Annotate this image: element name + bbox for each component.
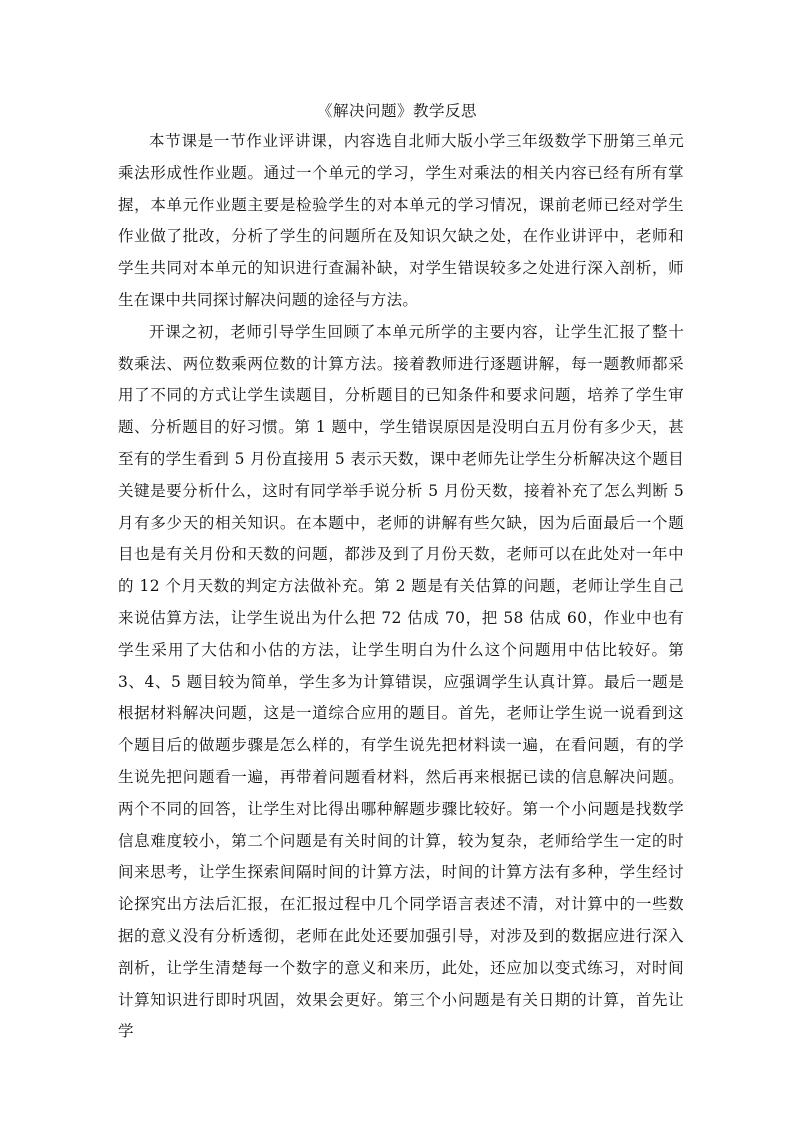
paragraph-lesson-process: 开课之初，老师引导学生回顾了本单元所学的主要内容，让学生汇报了整十数乘法、两位数乘两位数的计算方法。接着教师进行逐题讲解，每一题教师都采用了不同的方式让学生读题目，分析题目的已知条件和要求问题，培养了学生审题、分析题目的好习惯。第 1 题中，学生错误原因是没明白五月份有多少天，甚至有的学生看到 5 月份直接用 5 表示天数，课中老师先让学生分析解决这个题目关键是要分析什么，这时有同学举手说分析 5 月份天数，接着补充了怎么判断 5 月有多少天的相关知识。在本题中，老师的讲解有些欠缺，因为后面最后一个题目也是有关月份和天数的问题，都涉及到了月份天数，老师可以在此处对一年中的 12 个月天数的判定方法做补充。第 2 题是有关估算的问题，老师让学生自己来说估算方法，让学生说出为什么把 72 估成 70，把 58 估成 60，作业中也有学生采用了大估和小估的方法，让学生明白为什么这个问题用中估比较好。第 3、4、5 题目较为简单，学生多为计算错误，应强调学生认真计算。最后一题是根据材料解决问题，这是一道综合应用的题目。首先，老师让学生说一说看到这个题目后的做题步骤是怎么样的，有学生说先把材料读一遍，在看问题，有的学生说先把问题看一遍，再带着问题看材料，然后再来根据已读的信息解决问题。两个不同的回答，让学生对比得出哪种解题步骤比较好。第一个小问题是找数学信息难度较小，第二个问题是有关时间的计算，较为复杂，老师给学生一定的时间来思考，让学生探索间隔时间的计算方法，时间的计算方法有多种，学生经讨论探究出方法后汇报，在汇报过程中几个同学语言表述不清，对计算中的一些数据的意义没有分析透彻，老师在此处还要加强引导，对涉及到的数据应进行深入剖析，让学生清楚每一个数字的意义和来历，此处，还应加以变式练习，对时间计算知识进行即时巩固，效果会更好。第三个小问题是有关日期的计算，首先让学 [118,322,684,1041]
document-title: 《解决问题》教学反思 [316,102,477,120]
document-body [118,126,684,1048]
paragraph-intro: 本节课是一节作业评讲课，内容选自北师大版小学三年级数学下册第三单元乘法形成性作业题。通过一个单元的学习，学生对乘法的相关内容已经有所有掌握，本单元作业题主要是检验学生的对本单元的学习情况，课前老师已经对学生作业做了批改，分析了学生的问题所在及知识欠缺之处，在作业讲评中，老师和学生共同对本单元的知识进行查漏补缺，对学生错误较多之处进行深入剖析，师生在课中共同探讨解决问题的途径与方法。 [118,132,684,309]
